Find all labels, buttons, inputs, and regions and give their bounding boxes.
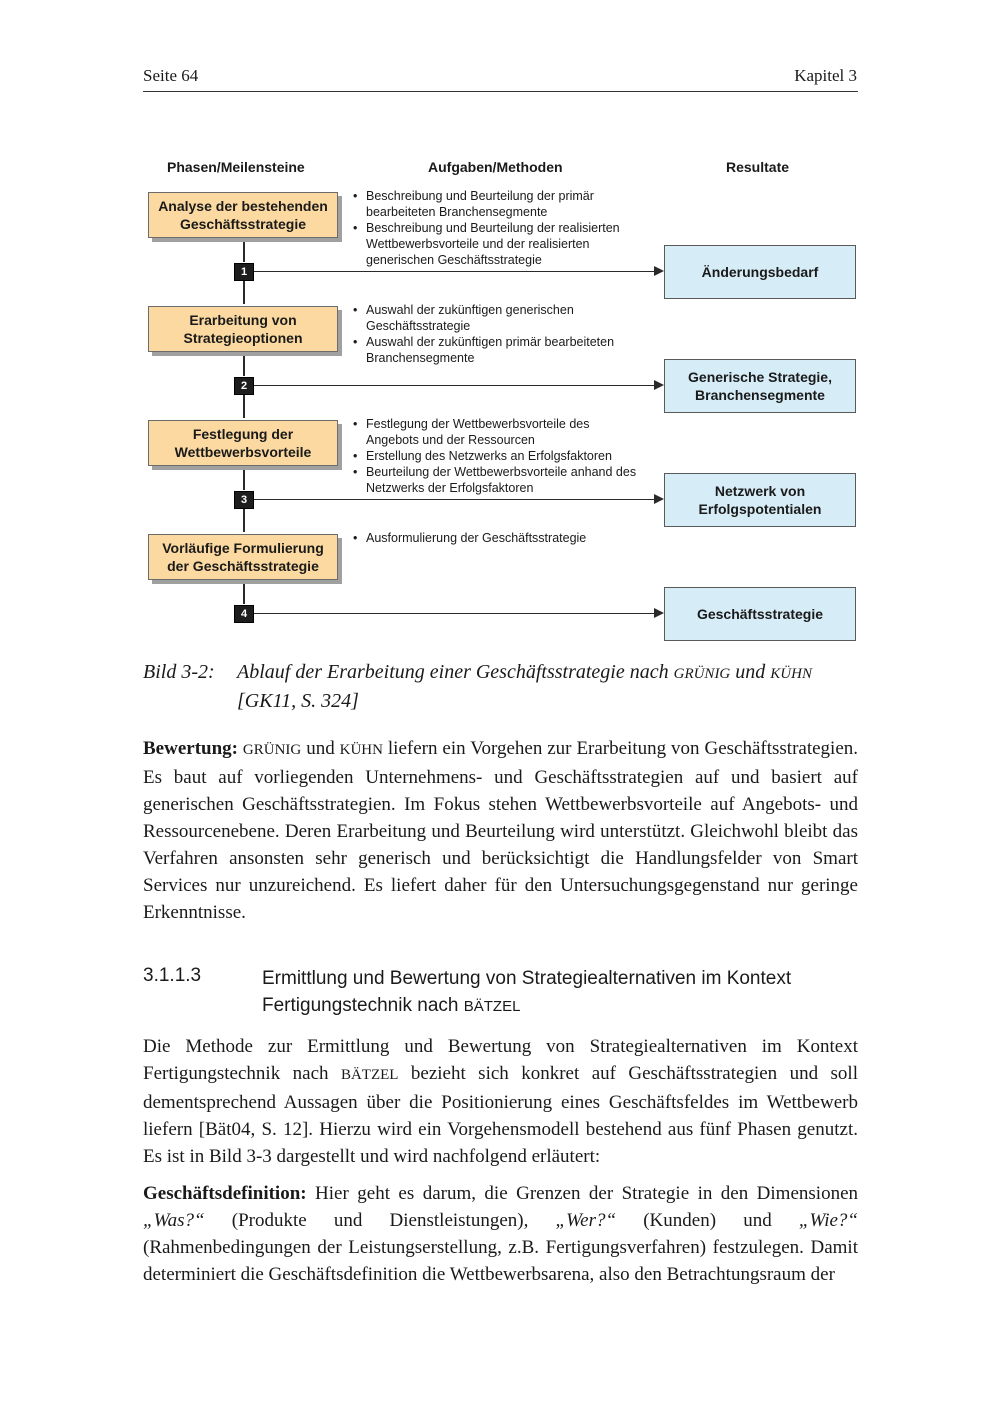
- task-item: • Festlegung der Wettbewerbsvorteile des Angebots und der Ressourcen: [353, 416, 668, 448]
- column-header-results: Resultate: [726, 159, 790, 175]
- caption-text: Ablauf der Erarbeitung einer Geschäftsstrategie nach GRÜNIG und KÜHN [GK11, S. 324]: [237, 661, 812, 712]
- milestone-marker-2: 2: [234, 377, 254, 395]
- bewertung-label: Bewertung:: [143, 738, 238, 759]
- header-rule: [143, 91, 858, 92]
- process-diagram: [143, 152, 863, 652]
- arrowhead-1: [654, 266, 664, 276]
- connector-line: [243, 350, 245, 376]
- section-title: Ermittlung und Bewertung von Strategiealternativen im Kontext Fertigungstechnik nach BÄTZEL: [262, 968, 792, 1016]
- caption-label: Bild 3-2:: [143, 661, 215, 683]
- connector-line: [243, 464, 245, 490]
- arrowhead-2: [654, 380, 664, 390]
- connector-line: [243, 236, 245, 262]
- milestone-marker-3: 3: [234, 491, 254, 509]
- geschaeftsdefinition-paragraph: Geschäftsdefinition: Hier geht es darum, die Grenzen der Strategie in den Dimensionen „Was?“ (Produkte und Dienstleistungen), „Wer?“ (Kunden) und „Wie?“ (Rahmenbedingungen der Leistungserstellung, z.B. Fertigungsverfahren) festzulegen. Damit determiniert die Geschäftsdefinition die Wettbewerbsarena, also den Betrachtungsraum der: [143, 1183, 858, 1285]
- arrow-line-1: [254, 271, 654, 272]
- task-item: • Beschreibung und Beurteilung der realisierten Wettbewerbsvorteile und der realisierten generischen Geschäftsstrategie: [353, 220, 668, 268]
- arrowhead-4: [654, 608, 664, 618]
- result-box-2: Generische Strategie, Branchensegmente: [664, 359, 856, 413]
- phase-box-3: Festlegung der Wettbewerbsvorteile: [148, 420, 338, 466]
- task-item: • Erstellung des Netzwerks an Erfolgsfaktoren: [353, 448, 668, 464]
- task-item: • Ausformulierung der Geschäftsstrategie: [353, 530, 668, 546]
- connector-line: [243, 508, 245, 532]
- running-header-chapter: Kapitel 3: [794, 66, 857, 85]
- milestone-marker-4: 4: [234, 605, 254, 623]
- arrowhead-3: [654, 494, 664, 504]
- task-item: • Auswahl der zukünftigen primär bearbeiteten Branchensegmente: [353, 334, 668, 366]
- milestone-marker-1: 1: [234, 263, 254, 281]
- methode-paragraph: Die Methode zur Ermittlung und Bewertung von Strategiealternativen im Kontext Fertigungstechnik nach BÄTZEL bezieht sich konkret auf Geschäftsstrategien und soll dementsprechend Aussagen über die Positionierung eines Geschäftsfeldes im Wettbewerb liefern [Bät04, S. 12]. Hierzu wird ein Vorgehensmodell bestehend aus fünf Phasen genutzt. Es ist in Bild 3-3 dargestellt und wird nachfolgend erläutert:: [143, 1036, 858, 1167]
- result-box-3: Netzwerk von Erfolgspotentialen: [664, 473, 856, 527]
- geschaeftsdefinition-label: Geschäftsdefinition:: [143, 1183, 307, 1204]
- running-header-page: Seite 64: [143, 66, 199, 85]
- connector-line: [243, 578, 245, 604]
- task-item: • Beschreibung und Beurteilung der primär bearbeiteten Branchensegmente: [353, 188, 668, 220]
- task-list-2: [353, 302, 668, 366]
- task-list-4: [353, 530, 668, 546]
- result-box-4: Geschäftsstrategie: [664, 587, 856, 641]
- section-number: 3.1.1.3: [143, 965, 202, 986]
- arrow-line-2: [254, 385, 654, 386]
- task-list-1: [353, 188, 668, 268]
- column-header-phases: Phasen/Meilensteine: [167, 159, 305, 175]
- bewertung-paragraph: Bewertung: GRÜNIG und KÜHN liefern ein Vorgehen zur Erarbeitung von Geschäftsstrategien. Es baut auf vorliegenden Unternehmens- und Geschäftsstrategien auf und basiert auf generischen Geschäftsstrategien. Im Fokus stehen Wettbewerbsvorteile auf Angebots- und Ressourcenebene. Deren Erarbeitung und Beurteilung wird unterstützt. Gleichwohl bleibt das Verfahren ansonsten sehr generisch und berücksichtigt die Handlungsfelder von Smart Services nur unzureichend. Es liefert daher für den Untersuchungsgegenstand nur geringe Erkenntnisse.: [143, 738, 859, 923]
- task-item: • Beurteilung der Wettbewerbsvorteile anhand des Netzwerks der Erfolgsfaktoren: [353, 464, 668, 496]
- phase-box-4: Vorläufige Formulierung der Geschäftsstrategie: [148, 534, 338, 580]
- arrow-line-4: [254, 613, 654, 614]
- connector-line: [243, 280, 245, 304]
- phase-box-1: Analyse der bestehenden Geschäftsstrategie: [148, 192, 338, 238]
- task-list-3: [353, 416, 668, 496]
- column-header-tasks: Aufgaben/Methoden: [428, 159, 563, 175]
- arrow-line-3: [254, 499, 654, 500]
- connector-line: [243, 394, 245, 418]
- task-item: • Auswahl der zukünftigen generischen Geschäftsstrategie: [353, 302, 668, 334]
- phase-box-2: Erarbeitung von Strategieoptionen: [148, 306, 338, 352]
- result-box-1: Änderungsbedarf: [664, 245, 856, 299]
